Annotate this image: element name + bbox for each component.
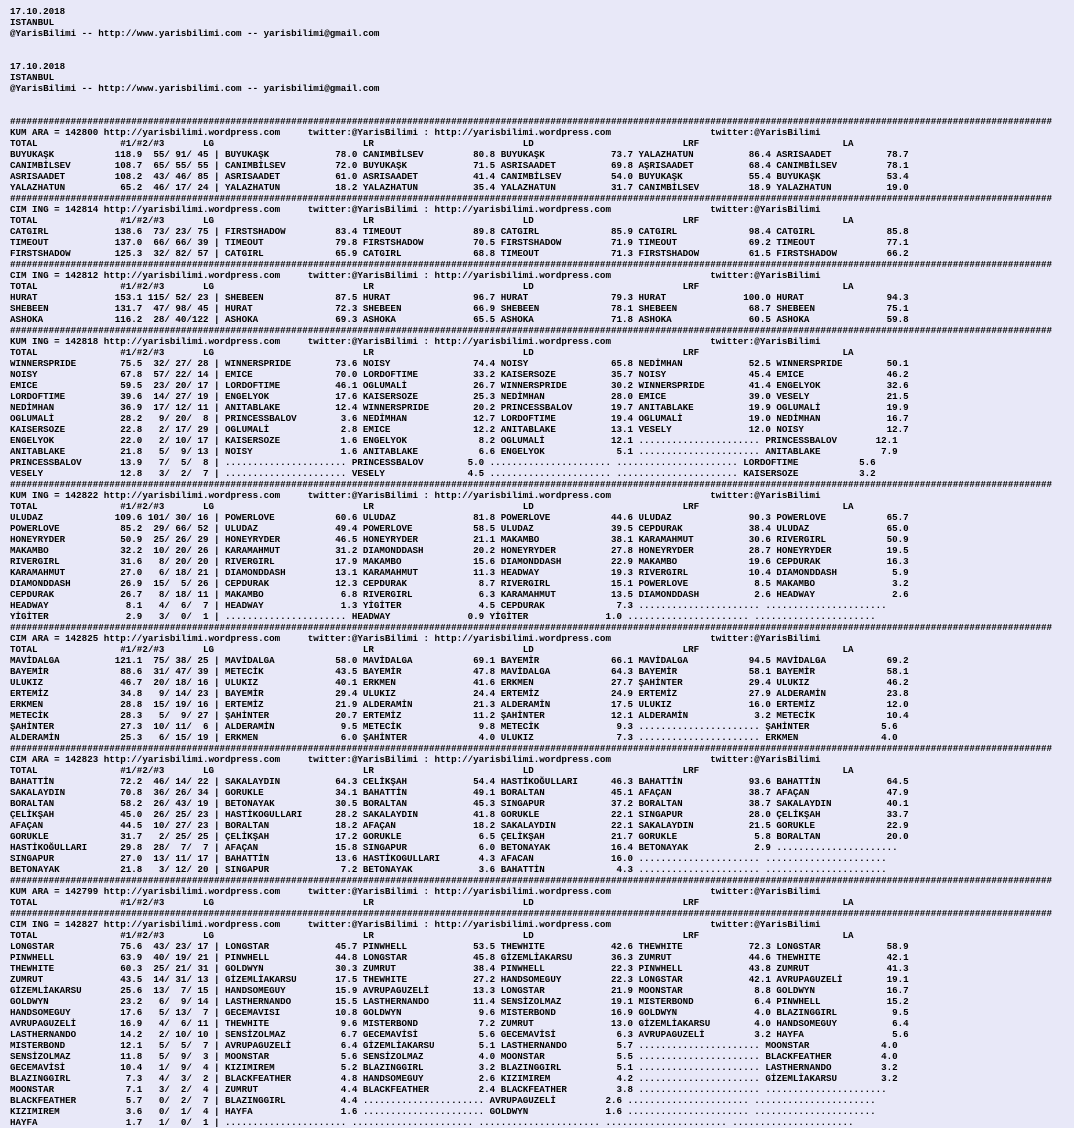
horse-row: SHEBEEN 131.7 47/ 98/ 45 | HURAT 72.3 SHEBEEN 66.9 SHEBEEN 78.1 SHEBEEN 68.7 SHEBEEN 75.1: [10, 303, 909, 314]
horse-row: KARAMAHMUT 27.0 6/ 18/ 21 | DIAMONDDASH 13.1 KARAMAHMUT 11.3 HEADWAY 19.3 RIVERGIRL 10.4 DIAMONDDASH 5.9: [10, 567, 909, 578]
horse-row: HONEYRYDER 50.9 25/ 26/ 29 | HONEYRYDER 46.5 HONEYRYDER 21.1 MAKAMBO 38.1 KARAMAHMUT 30.6 RIVERGIRL 50.9: [10, 534, 909, 545]
horse-row: ÇELİKŞAH 45.0 26/ 25/ 23 | HASTİKOGULLARI 28.2 SAKALAYDIN 41.8 GORUKLE 22.1 SINGAPUR 28.0 ÇELİKŞAH 33.7: [10, 809, 909, 820]
horse-row: HEADWAY 8.1 4/ 6/ 7 | HEADWAY 1.3 YİGİTER 4.5 CEPDURAK 7.3 ...................... ......................: [10, 600, 887, 611]
horse-row: FIRSTSHADOW 125.3 32/ 82/ 57 | CATGIRL 65.9 CATGIRL 68.8 TIMEOUT 71.3 FIRSTSHADOW 61.5 FIRSTSHADOW 66.2: [10, 248, 909, 259]
text-line: 17.10.2018: [10, 6, 66, 17]
race-header-line: KUM ING = 142822 http://yarisbilimi.wordpress.com twitter:@YarisBilimi : http://yarisbilimi.wordpress.com twitter:@YarisBilimi: [10, 490, 821, 501]
horse-row: YİGİTER 2.9 3/ 0/ 1 | ...................... HEADWAY 0.9 YİGİTER 1.0 ...................... ......................: [10, 611, 876, 622]
horse-row: HAYFA 1.7 1/ 0/ 1 | ...................... ...................... ...................... ...................... ......................: [10, 1117, 854, 1128]
blank-line: [10, 105, 1074, 116]
horse-row: SINGAPUR 27.0 13/ 11/ 17 | BAHATTİN 13.6 HASTİKOGULLARI 4.3 AFACAN 16.0 ...................... ......................: [10, 853, 887, 864]
separator-line: #############################################################################################################################################################################################: [10, 116, 1053, 127]
horse-row: ASRISAADET 108.2 43/ 46/ 85 | ASRISAADET 61.0 ASRISAADET 41.4 CANIMBİLSEV 54.0 BUYUKAŞK 55.4 BUYUKAŞK 53.4: [10, 171, 909, 182]
text-line: 17.10.2018: [10, 61, 66, 72]
column-header-line: TOTAL #1/#2/#3 LG LR LD LRF LA: [10, 501, 854, 512]
horse-row: BAHATTİN 72.2 46/ 14/ 22 | SAKALAYDIN 64.3 CELİKŞAH 54.4 HASTİKOĞULLARI 46.3 BAHATTİN 93.6 BAHATTİN 64.5: [10, 776, 909, 787]
horse-row: MISTERBOND 12.1 5/ 5/ 7 | AVRUPAGUZELİ 6.4 GİZEMLİAKARSU 5.1 LASTHERNANDO 5.7 ...................... MOONSTAR 4.0: [10, 1040, 898, 1051]
horse-row: AVRUPAGUZELİ 16.9 4/ 6/ 11 | THEWHITE 9.6 MISTERBOND 7.2 ZUMRUT 13.0 GİZEMLİAKARSU 4.0 HANDSOMEGUY 6.4: [10, 1018, 909, 1029]
horse-row: BLACKFEATHER 5.7 0/ 2/ 7 | BLAZINGGIRL 4.4 ...................... AVRUPAGUZELİ 2.6 ...................... ......................: [10, 1095, 876, 1106]
horse-row: GİZEMLİAKARSU 25.6 13/ 7/ 15 | HANDSOMEGUY 15.9 AVRUPAGUZELİ 13.3 LONGSTAR 21.9 MOONSTAR 8.8 GOLDWYN 16.7: [10, 985, 909, 996]
horse-row: ENGELYOK 22.0 2/ 10/ 17 | KAISERSOZE 1.6 ENGELYOK 8.2 OGLUMALİ 12.1 ...................... PRINCESSBALOV 12.1: [10, 435, 898, 446]
horse-row: LONGSTAR 75.6 43/ 23/ 17 | LONGSTAR 45.7 PINWHELL 53.5 THEWHITE 42.6 THEWHITE 72.3 LONGSTAR 58.9: [10, 941, 909, 952]
horse-row: HASTİKOĞULLARI 29.8 28/ 7/ 7 | AFAÇAN 15.8 SINGAPUR 6.0 BETONAYAK 16.4 BETONAYAK 2.9 ......................: [10, 842, 898, 853]
text-line: ISTANBUL: [10, 17, 55, 28]
horse-row: ANITABLAKE 21.8 5/ 9/ 13 | NOISY 1.6 ANITABLAKE 6.6 ENGELYOK 5.1 ...................... ANITABLAKE 7.9: [10, 446, 898, 457]
horse-row: BAYEMİR 88.6 31/ 47/ 39 | METECİK 43.5 BAYEMİR 47.8 MAVİDALGA 64.3 BAYEMİR 58.1 BAYEMİR 58.1: [10, 666, 909, 677]
horse-row: PRINCESSBALOV 13.9 7/ 5/ 8 | ...................... PRINCESSBALOV 5.0 ...................... ...................... LORDOFTIME 5.6: [10, 457, 876, 468]
text-line: @YarisBilimi -- http://www.yarisbilimi.com -- yarisbilimi@gmail.com: [10, 28, 380, 39]
horse-row: BUYUKAŞK 118.9 55/ 91/ 45 | BUYUKAŞK 78.0 CANIMBİLSEV 80.8 BUYUKAŞK 73.7 YALAZHATUN 86.4 ASRISAADET 78.7: [10, 149, 909, 160]
race-header-line: KUM ING = 142818 http://yarisbilimi.wordpress.com twitter:@YarisBilimi : http://yarisbilimi.wordpress.com twitter:@YarisBilimi: [10, 336, 821, 347]
horse-row: NOISY 67.8 57/ 22/ 14 | EMICE 70.0 LORDOFTIME 33.2 KAISERSOZE 35.7 NOISY 45.4 EMICE 46.2: [10, 369, 909, 380]
horse-row: ASHOKA 116.2 28/ 40/122 | ASHOKA 69.3 ASHOKA 65.5 ASHOKA 71.8 ASHOKA 60.5 ASHOKA 59.8: [10, 314, 909, 325]
race-header-line: CIM ARA = 142823 http://yarisbilimi.wordpress.com twitter:@YarisBilimi : http://yarisbilimi.wordpress.com twitter:@YarisBilimi: [10, 754, 821, 765]
horse-row: GECEMAVİSİ 10.4 1/ 9/ 4 | KIZIMIREM 5.2 BLAZINGGIRL 3.2 BLAZINGGIRL 5.1 ...................... LASTHERNANDO 3.2: [10, 1062, 898, 1073]
horse-row: MAVİDALGA 121.1 75/ 38/ 25 | MAVİDALGA 58.0 MAVİDALGA 69.1 BAYEMİR 66.1 MAVİDALGA 94.5 MAVİDALGA 69.2: [10, 655, 909, 666]
column-header-line: TOTAL #1/#2/#3 LG LR LD LRF LA: [10, 138, 854, 149]
horse-row: BETONAYAK 21.8 3/ 12/ 20 | SINGAPUR 7.2 BETONAYAK 3.6 BAHATTİN 4.3 ...................... ......................: [10, 864, 887, 875]
separator-line: #############################################################################################################################################################################################: [10, 193, 1053, 204]
race-header-line: CIM ARA = 142825 http://yarisbilimi.wordpress.com twitter:@YarisBilimi : http://yarisbilimi.wordpress.com twitter:@YarisBilimi: [10, 633, 821, 644]
horse-row: EMICE 59.5 23/ 20/ 17 | LORDOFTIME 46.1 OGLUMALİ 26.7 WINNERSPRIDE 30.2 WINNERSPRIDE 41.4 ENGELYOK 32.6: [10, 380, 909, 391]
race-header-line: CIM ING = 142827 http://yarisbilimi.wordpress.com twitter:@YarisBilimi : http://yarisbilimi.wordpress.com twitter:@YarisBilimi: [10, 919, 821, 930]
text-line: @YarisBilimi -- http://www.yarisbilimi.com -- yarisbilimi@gmail.com: [10, 83, 380, 94]
horse-row: LASTHERNANDO 14.2 2/ 10/ 10 | SENSİZOLMAZ 6.7 GECEMAVİSİ 5.6 GECEMAVİSİ 6.3 AVRUPAGUZELİ 3.2 HAYFA 5.6: [10, 1029, 909, 1040]
blank-line: [10, 50, 1074, 61]
horse-row: DIAMONDDASH 26.9 15/ 5/ 26 | CEPDURAK 12.3 CEPDURAK 8.7 RIVERGIRL 15.1 POWERLOVE 8.5 MAKAMBO 3.2: [10, 578, 909, 589]
column-header-line: TOTAL #1/#2/#3 LG LR LD LRF LA: [10, 347, 854, 358]
horse-row: KIZIMIREM 3.6 0/ 1/ 4 | HAYFA 1.6 ...................... GOLDWYN 1.6 ...................... ......................: [10, 1106, 876, 1117]
horse-row: TIMEOUT 137.0 66/ 66/ 39 | TIMEOUT 79.8 FIRSTSHADOW 70.5 FIRSTSHADOW 71.9 TIMEOUT 69.2 TIMEOUT 77.1: [10, 237, 909, 248]
horse-row: THEWHITE 60.3 25/ 21/ 31 | GOLDWYN 30.3 ZUMRUT 38.4 PINWHELL 22.3 PINWHELL 43.8 ZUMRUT 41.3: [10, 963, 909, 974]
horse-row: VESELY 12.8 3/ 2/ 7 | ...................... VESELY 4.5 ...................... ...................... KAISERSOZE 3.2: [10, 468, 876, 479]
horse-row: HANDSOMEGUY 17.6 5/ 13/ 7 | GECEMAVISI 10.8 GOLDWYN 9.6 MISTERBOND 16.9 GOLDWYN 4.0 BLAZINGGIRL 9.5: [10, 1007, 909, 1018]
horse-row: BORALTAN 58.2 26/ 43/ 19 | BETONAYAK 30.5 BORALTAN 45.3 SINGAPUR 37.2 BORALTAN 38.7 SAKALAYDIN 40.1: [10, 798, 909, 809]
column-header-line: TOTAL #1/#2/#3 LG LR LD LRF LA: [10, 930, 854, 941]
column-header-line: TOTAL #1/#2/#3 LG LR LD LRF LA: [10, 281, 854, 292]
horse-row: GOLDWYN 23.2 6/ 9/ 14 | LASTHERNANDO 15.5 LASTHERNANDO 11.4 SENSİZOLMAZ 19.1 MISTERBOND 6.4 PINWHELL 15.2: [10, 996, 909, 1007]
horse-row: OGLUMALİ 28.2 9/ 20/ 8 | PRINCESSBALOV 3.6 NEDİMHAN 12.7 LORDOFTIME 19.4 OGLUMALİ 19.0 NEDİMHAN 16.7: [10, 413, 909, 424]
race-header-line: CIM ING = 142812 http://yarisbilimi.wordpress.com twitter:@YarisBilimi : http://yarisbilimi.wordpress.com twitter:@YarisBilimi: [10, 270, 821, 281]
horse-row: BLAZINGGIRL 7.3 4/ 3/ 2 | BLACKFEATHER 4.8 HANDSOMEGUY 2.6 KIZIMIREM 4.2 ...................... GİZEMLİAKARSU 3.2: [10, 1073, 898, 1084]
horse-row: KAISERSOZE 22.8 2/ 17/ 29 | OGLUMALİ 2.8 EMICE 12.2 ANITABLAKE 13.1 VESELY 12.0 NOISY 12.7: [10, 424, 909, 435]
horse-row: ŞAHİNTER 27.3 10/ 11/ 6 | ALDERAMİN 9.5 METECİK 9.8 METECİK 9.3 ...................... ŞAHİNTER 5.6: [10, 721, 898, 732]
horse-row: METECİK 28.3 5/ 9/ 27 | ŞAHİNTER 20.7 ERTEMİZ 11.2 ŞAHİNTER 12.1 ALDERAMİN 3.2 METECİK 10.4: [10, 710, 909, 721]
separator-line: #############################################################################################################################################################################################: [10, 908, 1053, 919]
column-header-line: TOTAL #1/#2/#3 LG LR LD LRF LA: [10, 644, 854, 655]
separator-line: #############################################################################################################################################################################################: [10, 325, 1053, 336]
horse-row: MAKAMBO 32.2 10/ 20/ 26 | KARAMAHMUT 31.2 DIAMONDDASH 20.2 HONEYRYDER 27.8 HONEYRYDER 28.7 HONEYRYDER 19.5: [10, 545, 909, 556]
horse-row: NEDİMHAN 36.9 17/ 12/ 11 | ANITABLAKE 12.4 WINNERSPRIDE 20.2 PRINCESSBALOV 19.7 ANITABLAKE 19.9 OGLUMALİ 19.9: [10, 402, 909, 413]
horse-row: SENSİZOLMAZ 11.8 5/ 9/ 3 | MOONSTAR 5.6 SENSİZOLMAZ 4.0 MOONSTAR 5.5 ...................... BLACKFEATHER 4.0: [10, 1051, 898, 1062]
horse-row: ERTEMİZ 34.8 9/ 14/ 23 | BAYEMİR 29.4 ULUKIZ 24.4 ERTEMİZ 24.9 ERTEMİZ 27.9 ALDERAMİN 23.8: [10, 688, 909, 699]
horse-row: ERKMEN 28.8 15/ 19/ 16 | ERTEMİZ 21.9 ALDERAMİN 21.3 ALDERAMİN 17.5 ULUKIZ 16.0 ERTEMİZ 12.0: [10, 699, 909, 710]
horse-row: YALAZHATUN 65.2 46/ 17/ 24 | YALAZHATUN 18.2 YALAZHATUN 35.4 YALAZHATUN 31.7 CANIMBİLSEV 18.9 YALAZHATUN 19.0: [10, 182, 909, 193]
horse-row: RIVERGIRL 31.6 8/ 20/ 20 | RIVERGIRL 17.9 MAKAMBO 15.6 DIAMONDDASH 22.9 MAKAMBO 19.6 CEPDURAK 16.3: [10, 556, 909, 567]
horse-row: CATGIRL 138.6 73/ 23/ 75 | FIRSTSHADOW 83.4 TIMEOUT 89.8 CATGIRL 85.9 CATGIRL 98.4 CATGIRL 85.8: [10, 226, 909, 237]
blank-line: [10, 94, 1074, 105]
horse-row: ULUKIZ 46.7 20/ 18/ 16 | ULUKIZ 40.1 ERKMEN 41.6 ERKMEN 27.7 ŞAHİNTER 29.4 ULUKIZ 46.2: [10, 677, 909, 688]
race-header-line: CIM ING = 142814 http://yarisbilimi.wordpress.com twitter:@YarisBilimi : http://yarisbilimi.wordpress.com twitter:@YarisBilimi: [10, 204, 821, 215]
horse-row: SAKALAYDIN 70.8 36/ 26/ 34 | GORUKLE 34.1 BAHATTİN 49.1 BORALTAN 45.1 AFAÇAN 38.7 AFAÇAN 47.9: [10, 787, 909, 798]
column-header-line: TOTAL #1/#2/#3 LG LR LD LRF LA: [10, 215, 854, 226]
race-header-line: KUM ARA = 142799 http://yarisbilimi.wordpress.com twitter:@YarisBilimi : http://yarisbilimi.wordpress.com twitter:@YarisBilimi: [10, 886, 821, 897]
separator-line: #############################################################################################################################################################################################: [10, 259, 1053, 270]
horse-row: HURAT 153.1 115/ 52/ 23 | SHEBEEN 87.5 HURAT 96.7 HURAT 79.3 HURAT 100.0 HURAT 94.3: [10, 292, 909, 303]
race-header-line: KUM ARA = 142800 http://yarisbilimi.wordpress.com twitter:@YarisBilimi : http://yarisbilimi.wordpress.com twitter:@YarisBilimi: [10, 127, 821, 138]
horse-row: ZUMRUT 43.5 14/ 31/ 13 | GİZEMLİAKARSU 17.5 THEWHITE 27.2 HANDSOMEGUY 22.3 LONGSTAR 42.1 AVRUPAGUZELİ 19.1: [10, 974, 909, 985]
horse-row: AFAÇAN 44.5 10/ 27/ 23 | BORALTAN 18.2 AFAÇAN 18.2 SAKALAYDIN 22.1 SAKALAYDIN 21.5 GORUKLE 22.9: [10, 820, 909, 831]
horse-row: CEPDURAK 26.7 8/ 18/ 11 | MAKAMBO 6.8 RIVERGIRL 6.3 KARAMAHMUT 13.5 DIAMONDDASH 2.6 HEADWAY 2.6: [10, 589, 909, 600]
separator-line: #############################################################################################################################################################################################: [10, 743, 1053, 754]
separator-line: #############################################################################################################################################################################################: [10, 875, 1053, 886]
horse-row: CANIMBİLSEV 108.7 65/ 55/ 55 | CANIMBİLSEV 72.0 BUYUKAŞK 71.5 ASRISAADET 69.8 AŞRISAADET 68.4 CANIMBİLSEV 78.1: [10, 160, 909, 171]
horse-row: LORDOFTIME 39.6 14/ 27/ 19 | ENGELYOK 17.6 KAISERSOZE 25.3 NEDİMHAN 28.0 EMICE 39.0 VESELY 21.5: [10, 391, 909, 402]
horse-row: MOONSTAR 7.1 3/ 2/ 4 | ZUMRUT 4.4 BLACKFEATHER 2.4 BLACKFEATHER 3.8 ...................... ......................: [10, 1084, 887, 1095]
horse-row: PINWHELL 63.9 40/ 19/ 21 | PINWHELL 44.8 LONGSTAR 45.8 GİZEMLİAKARSU 36.3 ZUMRUT 44.6 THEWHITE 42.1: [10, 952, 909, 963]
horse-row: GORUKLE 31.7 2/ 25/ 25 | ÇELİKŞAH 17.2 GORUKLE 6.5 ÇELİKŞAH 21.7 GORUKLE 5.8 BORALTAN 20.0: [10, 831, 909, 842]
text-line: ISTANBUL: [10, 72, 55, 83]
horse-row: WINNERSPRIDE 75.5 32/ 27/ 28 | WINNERSPRIDE 73.6 NOISY 74.4 NOISY 65.8 NEDİMHAN 52.5 WINNERSPRIDE 50.1: [10, 358, 909, 369]
separator-line: #############################################################################################################################################################################################: [10, 479, 1053, 490]
horse-row: POWERLOVE 85.2 29/ 66/ 52 | ULUDAZ 49.4 POWERLOVE 58.5 ULUDAZ 39.5 CEPDURAK 38.4 ULUDAZ 65.0: [10, 523, 909, 534]
column-header-line: TOTAL #1/#2/#3 LG LR LD LRF LA: [10, 765, 854, 776]
column-header-line: TOTAL #1/#2/#3 LG LR LD LRF LA: [10, 897, 854, 908]
blank-line: [10, 39, 1074, 50]
separator-line: #############################################################################################################################################################################################: [10, 622, 1053, 633]
horse-row: ALDERAMİN 25.3 6/ 15/ 19 | ERKMEN 6.0 ŞAHİNTER 4.0 ULUKIZ 7.3 ...................... ERKMEN 4.0: [10, 732, 898, 743]
horse-row: ULUDAZ 109.6 101/ 30/ 16 | POWERLOVE 60.6 ULUDAZ 81.8 POWERLOVE 44.6 ULUDAZ 90.3 POWERLOVE 65.7: [10, 512, 909, 523]
